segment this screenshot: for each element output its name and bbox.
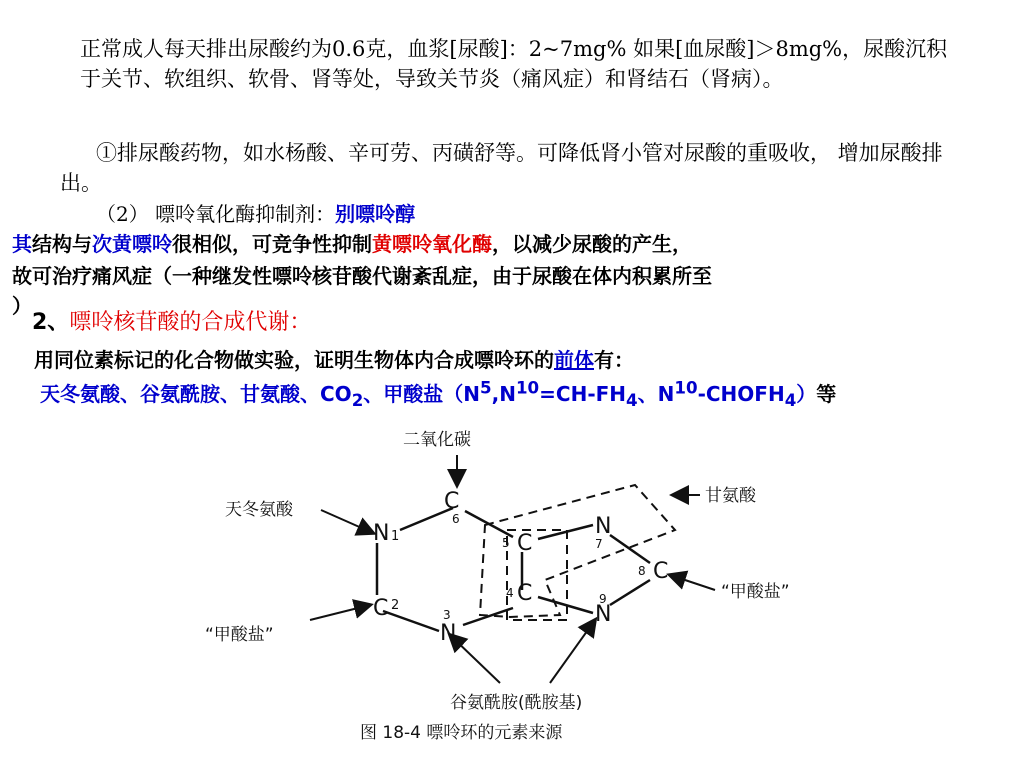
line-gout-close: ） (12, 294, 32, 318)
atom-c6: C (444, 489, 460, 514)
precursor-mid5: -CHOFH (697, 382, 785, 406)
label-aspartate: 天冬氨酸 (225, 500, 293, 520)
line-isotope-experiment (34, 344, 634, 373)
label-co2: 二氧化碳 (403, 430, 471, 450)
link-precursor[interactable]: 前体 (554, 348, 594, 372)
line-gout: 故可治疗痛风症（一种继发性嘌呤核苷酸代谢紊乱症，由于尿酸在体内积累所至 (12, 264, 712, 288)
term-xanthine-oxidase: 黄嘌呤氧化酶 (372, 232, 492, 256)
precursor-mid4: 、N (637, 382, 675, 406)
item-xanthine-oxidase-inhibitor (96, 198, 415, 227)
co2-subscript: 2 (351, 391, 364, 410)
figure-caption: 图 18-4 嘌呤环的元素来源 (360, 723, 563, 743)
atom-n7-num: 7 (595, 537, 603, 551)
term-hypoxanthine: 次黄嘌呤 (92, 232, 172, 256)
atom-c5: C (517, 531, 533, 556)
atom-n3: N (440, 621, 457, 646)
label-formate-left: “甲酸盐” (205, 625, 274, 645)
line4-d: 很相似，可竞争性抑制 (172, 232, 372, 256)
atom-c2-num: 2 (391, 598, 400, 613)
drug-allopurinol: 别嘌呤醇 (335, 202, 416, 226)
atom-n1: N (373, 521, 390, 546)
atom-c8: C (653, 559, 669, 584)
line-structure (12, 228, 692, 257)
atom-n1-num: 1 (391, 529, 400, 544)
precursor-mid1: 、甲酸盐（N (363, 382, 481, 406)
line-precursor-list (40, 378, 836, 410)
label-glutamine: 谷氨酰胺(酰胺基) (450, 693, 583, 713)
precursor-mid2: ,N (491, 382, 516, 406)
fh4-sub-a: 4 (626, 391, 638, 410)
line6-tail: 有： (594, 348, 634, 372)
n10-sup-b: 10 (674, 378, 698, 398)
atom-c2: C (373, 596, 389, 621)
atom-c8-num: 8 (638, 564, 646, 578)
precursor-text: 天冬氨酸、谷氨酰胺、甘氨酸、CO (40, 382, 352, 406)
line4-f: ，以减少尿酸的产生， (492, 232, 692, 256)
paragraph-uric-acid: 正常成人每天排出尿酸约为0.6克，血浆[尿酸]：2~7mg% 如果[血尿酸]＞8mg%，尿酸沉积于关节、软组织、软骨、肾等处，导致关节炎（痛风症）和肾结石（肾病）。 (80, 37, 948, 91)
purine-ring-figure (195, 425, 815, 768)
label-formate-right: “甲酸盐” (721, 582, 790, 602)
atom-c5-num: 5 (502, 536, 510, 550)
precursor-mid3: =CH-FH (539, 382, 627, 406)
section-heading-purine-synthesis (32, 305, 311, 336)
item-prefix: （2） 嘌呤氧化酶抑制剂： (96, 202, 336, 226)
paragraph-uricosuric-drugs: ①排尿酸药物，如水杨酸、辛可劳、丙磺舒等。可降低肾小管对尿酸的重吸收， 增加尿酸排出。 (60, 141, 943, 195)
atom-c4: C (517, 581, 533, 606)
atom-c4-num: 4 (506, 586, 514, 600)
precursor-last: 等 (816, 382, 837, 406)
fh4-sub-b: 4 (784, 391, 797, 410)
n5-sup: 5 (480, 378, 492, 398)
atom-c6-num: 6 (452, 512, 460, 526)
line6-text: 用同位素标记的化合物做实验，证明生物体内合成嘌呤环的 (34, 348, 554, 372)
atom-n9-num: 9 (599, 592, 607, 606)
atom-n3-num: 3 (443, 608, 451, 622)
section-title: 嘌呤核苷酸的合成代谢： (69, 310, 312, 335)
atom-n9: N (595, 602, 612, 627)
label-glycine: 甘氨酸 (705, 486, 756, 506)
section-number: 2、 (32, 310, 70, 335)
line4-a: 其 (12, 232, 32, 256)
atom-n7: N (595, 514, 612, 539)
n10-sup: 10 (515, 378, 540, 398)
precursor-end: ） (796, 382, 817, 406)
line4-b: 结构与 (32, 232, 92, 256)
